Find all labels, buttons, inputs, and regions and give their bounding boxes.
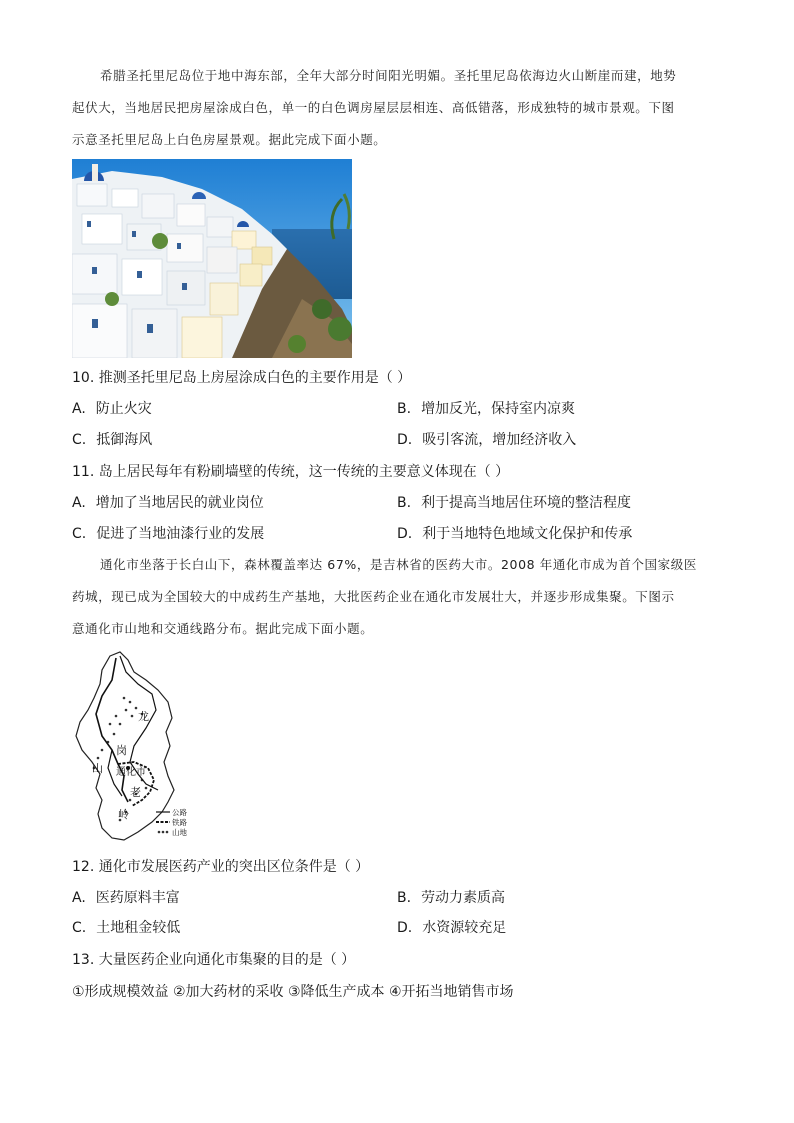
passage-line: 希腊圣托里尼岛位于地中海东部，全年大部分时间阳光明媚。圣托里尼岛依海边火山断崖而建，地势 [100,68,677,83]
q12-option-d: D. 水资源较充足 [397,920,507,936]
label-ling: 岭 [118,808,129,821]
label-city: 通化市 [116,767,146,778]
label-long: 龙 [138,710,149,723]
passage-line: 药城，现已成为全国较大的中成药生产基地，大批医药企业在通化市发展壮大，并逐步形成集聚。下图示 [72,589,675,604]
question-12-stem: 12. 通化市发展医药产业的突出区位条件是（ ） [72,859,370,875]
q10-option-d: D. 吸引客流，增加经济收入 [397,432,577,448]
tonghua-map [72,650,202,845]
passage-tonghua [72,549,722,645]
passage-santorini [72,60,722,156]
question-11-stem: 11. 岛上居民每年有粉刷墙壁的传统，这一传统的主要意义体现在（ ） [72,464,510,480]
label-shan: 山 [92,762,103,775]
q10-option-a: A. 防止火灾 [72,401,152,417]
q11-option-c: C. 促进了当地油漆行业的发展 [72,526,265,542]
q10-option-c: C. 抵御海风 [72,432,153,448]
passage-line: 示意圣托里尼岛上白色房屋景观。据此完成下面小题。 [72,132,387,147]
q11-option-a: A. 增加了当地居民的就业岗位 [72,495,264,511]
label-lao: 老 [130,786,141,799]
q12-option-c: C. 土地租金较低 [72,920,181,936]
label-gang: 岗 [116,744,127,757]
q12-option-b: B. 劳动力素质高 [397,890,506,906]
legend-mountain: 山地 [172,828,187,837]
q10-option-b: B. 增加反光，保持室内凉爽 [397,401,576,417]
q11-option-d: D. 利于当地特色地域文化保护和传承 [397,526,633,542]
legend-railway: 铁路 [172,818,187,827]
passage-line: 意通化市山地和交通线路分布。据此完成下面小题。 [72,621,374,636]
q12-option-a: A. 医药原料丰富 [72,890,180,906]
question-13-stem: 13. 大量医药企业向通化市集聚的目的是（ ） [72,952,356,968]
santorini-photo [72,159,352,358]
question-13-choices: ①形成规模效益 ②加大药材的采收 ③降低生产成本 ④开拓当地销售市场 [72,984,514,1000]
passage-line: 通化市坐落于长白山下，森林覆盖率达 67%，是吉林省的医药大市。2008 年通化市成为首个国家级医 [100,557,697,572]
passage-line: 起伏大，当地居民把房屋涂成白色，单一的白色调房屋层层相连、高低错落，形成独特的城市景观。下图 [72,100,675,115]
q11-option-b: B. 利于提高当地居住环境的整洁程度 [397,495,632,511]
map-legend [156,807,187,837]
legend-road: 公路 [172,808,187,817]
question-10-stem: 10. 推测圣托里尼岛上房屋涂成白色的主要作用是（ ） [72,370,412,386]
